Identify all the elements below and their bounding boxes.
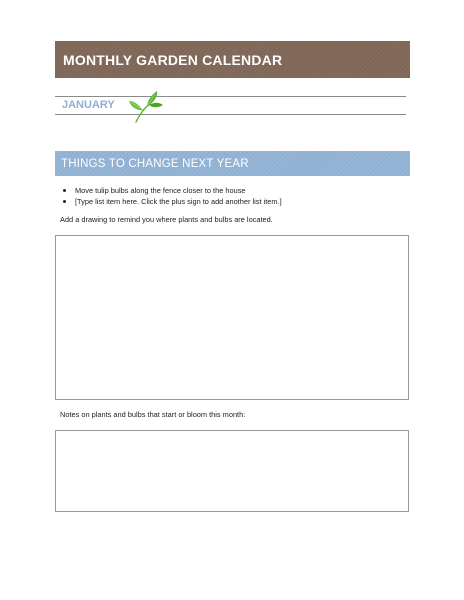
list-item[interactable] (60, 185, 405, 196)
leaf-sprig-icon (126, 88, 164, 124)
page-title[interactable]: MONTHLY GARDEN CALENDAR (63, 51, 283, 68)
list-item[interactable] (60, 196, 405, 207)
title-banner (55, 41, 410, 78)
bullet-icon (63, 200, 66, 203)
month-label[interactable]: JANUARY (62, 99, 115, 111)
notes-area[interactable] (55, 430, 409, 512)
section-title[interactable]: THINGS TO CHANGE NEXT YEAR (61, 157, 249, 170)
drawing-area[interactable] (55, 235, 409, 400)
month-header (55, 96, 406, 115)
list-item-text: Move tulip bulbs along the fence closer to the house (75, 186, 246, 195)
notes-label[interactable]: Notes on plants and bulbs that start or bloom this month: (60, 410, 246, 419)
change-list (60, 185, 405, 207)
bullet-icon (63, 189, 66, 192)
drawing-instruction[interactable]: Add a drawing to remind you where plants and bulbs are located. (60, 215, 273, 224)
section-banner (55, 151, 410, 176)
list-item-text: [Type list item here. Click the plus sign to add another list item.] (75, 197, 282, 206)
